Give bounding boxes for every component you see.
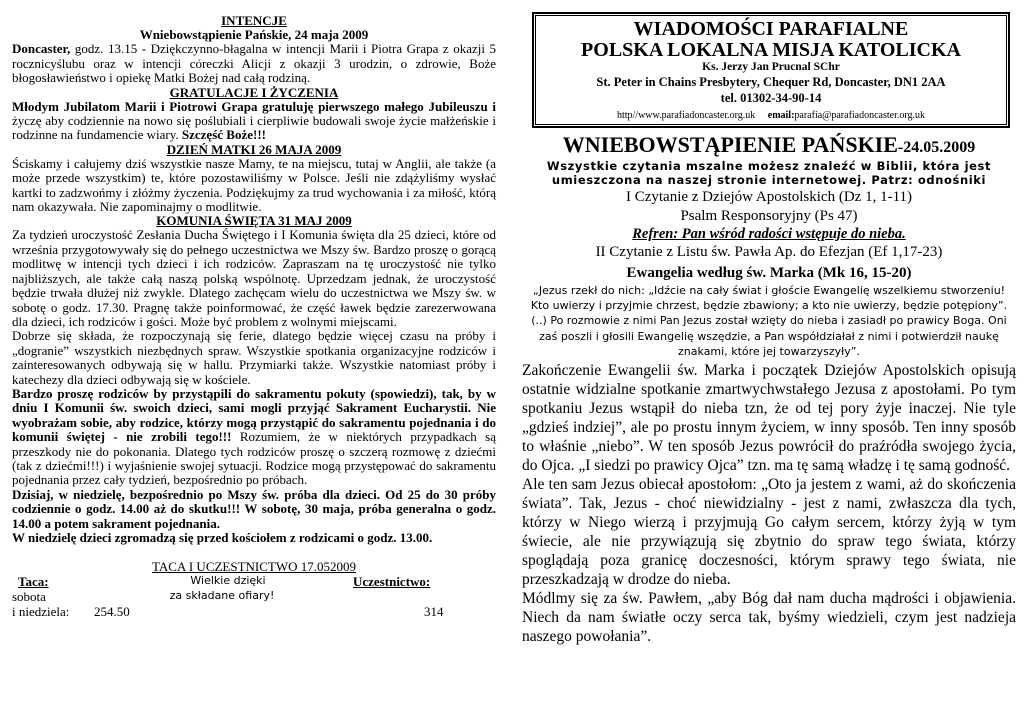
gratulacje-body: życzę aby codziennie na nowo się poślubiali i cierpliwie budowali swoje życie małżeńskie i rodzinne na fundamencie wiary. <box>12 113 496 143</box>
taca-label: Taca: <box>18 574 49 590</box>
feast-date: -24.05.2009 <box>897 139 976 156</box>
taca-section <box>12 559 496 619</box>
masthead-title1: WIADOMOŚCI PARAFIALNE <box>633 18 909 40</box>
gospel-title: Ewangelia według św. Marka (Mk 16, 15-20) <box>626 265 912 281</box>
left-column <box>12 14 496 619</box>
uczestnictwo-value: 314 <box>424 604 444 620</box>
reading1: I Czytanie z Dziejów Apostolskich (Dz 1, 1-11) <box>625 189 913 205</box>
dzien-matki-heading: DZIEŃ MATKI 26 MAJA 2009 <box>166 141 342 157</box>
commentary-p1: Zakończenie Ewangelii św. Marka i początek Dziejów Apostolskich opisują ostatnie widzialne spotkanie zmartwychwstałego Jezusa z apostołami. Po tym spotkaniu Jezus wstąpił do nieba tzn, że od tej pory żyje inaczej. Nie tyle „gdzieś indziej”, ale po prostu innym życiem, w inny sposób. Ten inny sposób to właśnie „niebo”. W ten sposób Jezus powrócił do praźródła swojego życia, do Ojca. „I siedzi po prawicy Ojca” tzn. ma tę samą władzę i tę samą godność. <box>522 362 1016 475</box>
intencje-date: Wniebowstąpienie Pańskie, 24 maja 2009 <box>139 27 369 42</box>
taca-row-sobota <box>12 589 496 604</box>
psalm: Psalm Responsoryjny (Ps 47) <box>680 208 858 224</box>
commentary-p2: Ale ten sam Jezus obiecał apostołom: „Oto ja jestem z wami, aż do skończenia świata”. Tak, Jezus - choć niewidzialny - jest z nami, zwłaszcza dla tych, którzy w Niego wierzą i przyjmują Go całym sercem, którzy żyją w tym świecie, ale nie przywiązują się zbytnio do spraw tego świata, którzy spoglądają poza granicę doczesności, którym sprawy tego świata, nie przeszkadzają w drodze do nieba. <box>522 476 1016 589</box>
komunia-p2: Dobrze się składa, że rozpoczynają się ferie, dlatego będzie więcej czasu na próby i „dogranie” wszystkich niezbędnych spraw. Wszystkie spotkania organizacyjne rodziców i zainteresowanych odbywają się w hallu. Przymiarki także. Wszystkie natomiast próby i katechezy dla dzieci odbywają się w kościele. <box>12 328 496 387</box>
komunia-p4: Dzisiaj, w niedzielę, bezpośrednio po Mszy św. próba dla dzieci. Od 25 do 30 próby codziennie o godz. 14.00 aż do skutku!!! W sobotę, 30 maja, próba generalna o godz. 14.00 a potem sakrament pojednania. <box>12 486 496 531</box>
gratulacje-heading: GRATULACJE I ŻYCZENIA <box>169 84 339 100</box>
masthead-title2: POLSKA LOKALNA MISJA KATOLICKA <box>581 39 961 61</box>
taca-heading: TACA I UCZESTNICTWO 17.052009 <box>151 559 357 575</box>
feast-title: WNIEBOWSTĄPIENIE PAŃSKIE <box>562 132 898 157</box>
komunia-p3-body: Rozumiem, że w niektórych przypadkach są przeszkody nie do pokonania. Dlatego tych rodziców proszę o szczerą rozmowę z dziećmi (tak z dziećmi!!!) i wyjaśnienie swojej sytuacji. Rodzice mogą przystępować do sakramentu pojednania przez cały tydzień, bezpośrednio po próbach. <box>12 429 496 488</box>
masthead-web[interactable]: http//www.parafiadoncaster.org.uk <box>616 110 756 121</box>
taca-value: 254.50 <box>94 604 130 620</box>
intencje-body: godz. 13.15 - Dziękczynno-błagalna w intencji Marii i Piotra Grapa z okazji 5 rocznicyślubu oraz w intencji córeczki Alicji z okazji 3 urodzin, o zdrowie, Boże błogosławieństwo i opiekę Matki Bożej nad całą rodziną. <box>12 41 496 86</box>
masthead <box>532 12 1010 128</box>
readings-note: Wszystkie czytania mszalne możesz znaleźć w Biblii, która jest umieszczona na naszej stronie internetowej. Patrz: odnośniki <box>546 159 992 187</box>
komunia-p3 <box>12 387 496 488</box>
gratulacje-end: Szczęść Boże!!! <box>181 127 266 143</box>
dzien-matki-text: Ściskamy i całujemy dziś wszystkie nasze Mamy, te na miejscu, tutaj w Anglii, ale także (a może przede wszystkim) te, które pozostawiliśmy w Polsce. Jeśli nie zdążyliśmy wysłać kartki to zadzwońmy i złóżmy życzenia. Podziękujmy za trud wychowania i za miłość, którą nam okazywała. Nie zapominajmy o modlitwie. <box>12 155 496 215</box>
masthead-phone: tel. 01302-34-90-14 <box>720 91 822 105</box>
thanks-line2: za składane ofiary! <box>169 589 275 603</box>
thanks-line1: Wielkie dzięki <box>190 574 266 588</box>
masthead-contacts <box>540 110 1002 122</box>
masthead-priest: Ks. Jerzy Jan Prucnal SChr <box>702 61 840 73</box>
komunia-heading: KOMUNIA ŚWIĘTA 31 MAJ 2009 <box>156 213 352 229</box>
komunia-p3-bold: Bardzo proszę rodziców by przystąpili do sakramentu pokuty (spowiedzi), tak, by w dniu I Komunii św. swoich dzieci, sami mogli przyjąć Sakrament Eucharystii. Nie wyobrażam sobie, aby rodzice, którzy mogą przystąpić do sakramentu pojednania i do komunii świętej - nie zrobili tego!!! <box>12 385 496 445</box>
intencje-text <box>12 42 496 85</box>
right-column <box>522 12 1016 646</box>
masthead-email-label: email: <box>767 110 795 121</box>
taca-row-niedziela <box>12 604 496 619</box>
feast-heading <box>522 134 1016 159</box>
refren: Refren: Pan wśród radości wstępuje do nieba. <box>632 226 906 242</box>
gratulacje-text <box>12 100 496 143</box>
gospel-text: „Jezus rzekł do nich: „Idźcie na cały świat i głoście Ewangelię wszelkiemu stworzeniu! Kto uwierzy i przyjmie chrzest, będzie zbawiony; a kto nie uwierzy, będzie potępiony”. (..) Po rozmowie z nimi Pan Jezus został wzięty do nieba i zasiadł po prawicy Boga. Oni zaś poszli i głosili Ewangelię wszędzie, a Pan współdziałał z nimi i potwierdził naukę znakami, które jej towarzyszyły”. <box>530 284 1008 358</box>
komunia-p5: W niedzielę dzieci zgromadzą się przed kościołem z rodzicami o godz. 13.00. <box>12 530 433 545</box>
uczestnictwo-label: Uczestnictwo: <box>353 574 431 590</box>
reading2: II Czytanie z Listu św. Pawła Ap. do Efezjan (Ef 1,17-23) <box>595 244 943 260</box>
masthead-email[interactable]: parafia@parafiadoncaster.org.uk <box>794 110 926 121</box>
gratulacje-bold: Młodym Jubilatom Marii i Piotrowi Grapa gratuluję pierwszego małego Jubileuszu i <box>12 98 496 114</box>
komunia-p1: Za tydzień uroczystość Zesłania Ducha Świętego i I Komunia święta dla 25 dzieci, które od września przygotowywały się do pełnego uczestnictwa we Mszy św. Bardzo proszę o gorącą modlitwę w intencji tych dzieci i ich rodziców. Zapraszam na tę uroczystość nie tylko najbliższych, ale także całą naszą polską wspólnotę. Uprzedzam jednak, że uroczystość będzie trwała dłużej niż zwykle. Dlatego zachęcam wielu do uczestnictwa we Mszy św. w sobotę o godz. 17.30. Pragnę także poinformować, że część ławek będzie zarezerwowana dla dzieci, ich rodziców i gości. Może być problem z wolnymi miejscami. <box>12 227 496 329</box>
row-niedziela-label: i niedziela: <box>12 604 70 620</box>
commentary-p3: Módlmy się za św. Pawłem, „aby Bóg dał nam ducha mądrości i objawienia. Niech da nam światłe oczy serca tak, byśmy wiedzieli, czym jest nadzieja naszego powołania”. <box>522 590 1016 646</box>
row-sobota-label: sobota <box>12 589 46 605</box>
masthead-inner <box>535 15 1007 125</box>
intencje-heading: INTENCJE <box>221 13 287 28</box>
intencje-place: Doncaster, <box>12 41 71 57</box>
taca-row-labels <box>12 574 496 589</box>
masthead-address: St. Peter in Chains Presbytery, Chequer Rd, Doncaster, DN1 2AA <box>596 75 946 89</box>
